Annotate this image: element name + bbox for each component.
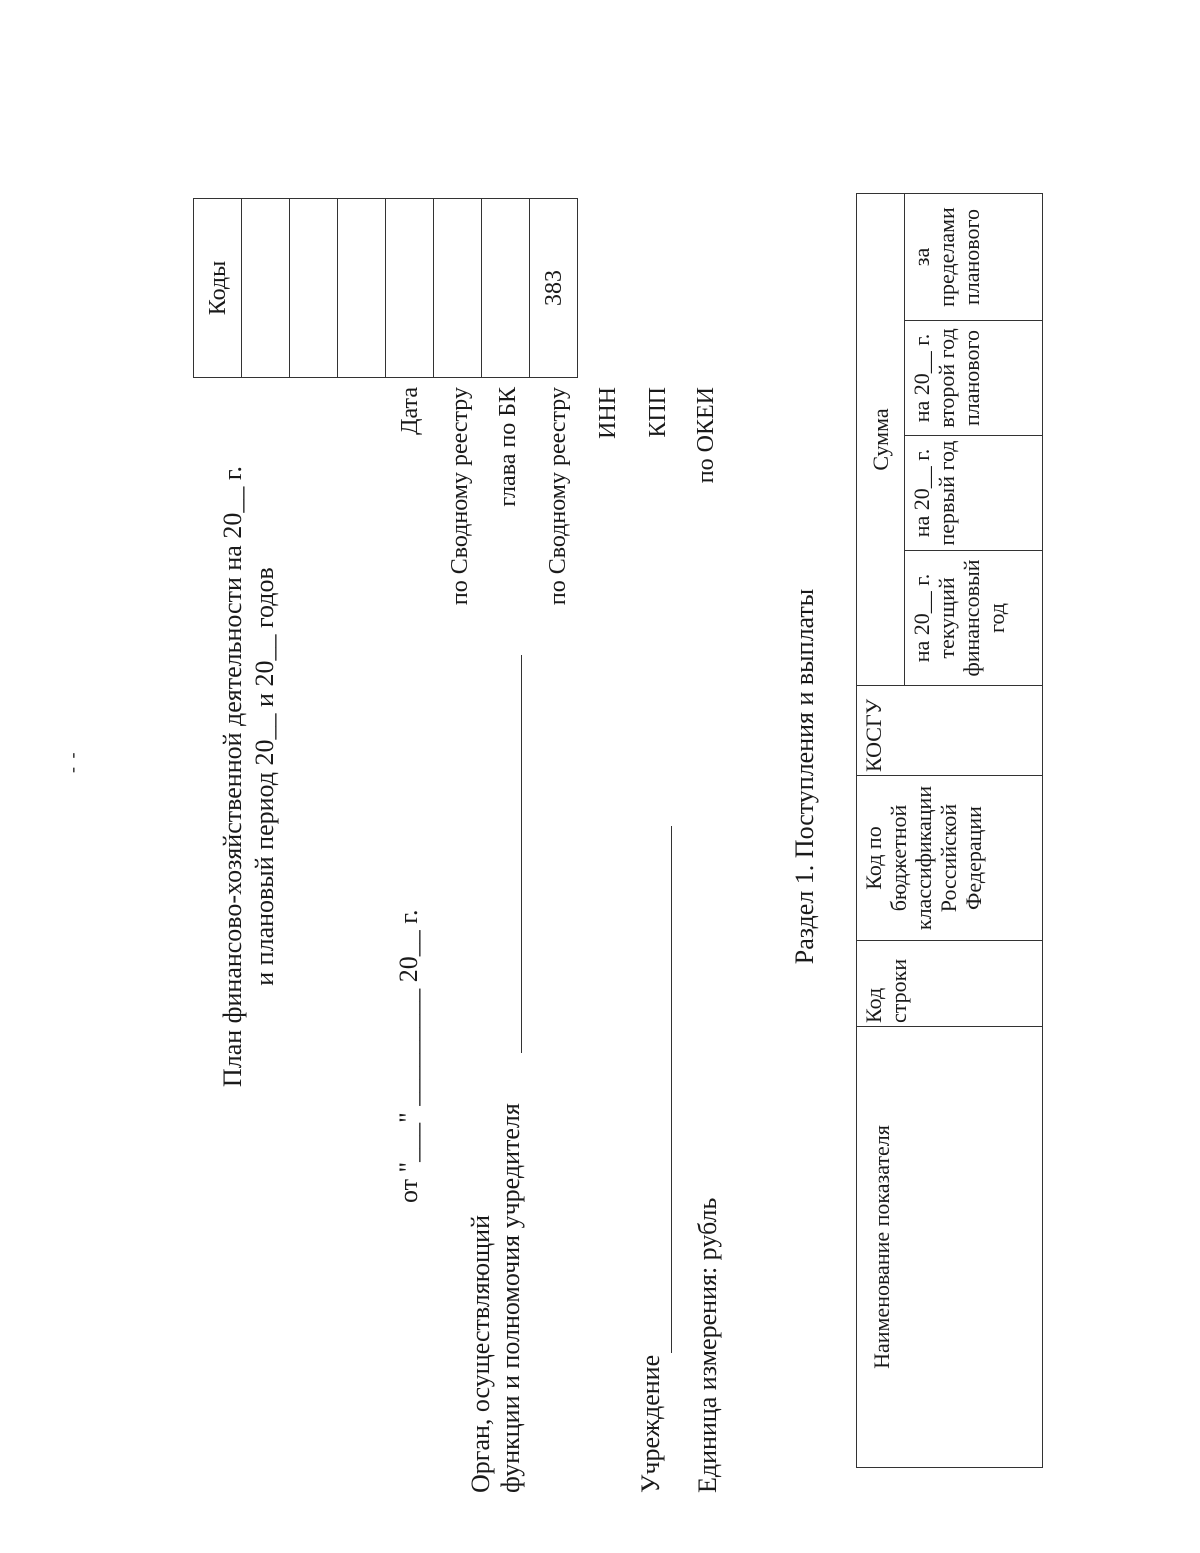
code-value-inn — [434, 199, 482, 378]
unit-label: Единица измерения: рубль — [693, 1197, 722, 1493]
code-label-kpp: КПП — [645, 387, 671, 438]
date-line: от "___" _________ 20__ г. — [394, 909, 423, 1203]
code-value-registry-2 — [386, 199, 434, 378]
founder-label-line2: функции и полномочия учредителя — [496, 1103, 525, 1493]
col-header-sum: Сумма — [857, 194, 905, 686]
col-header-budget-code: Код по бюджетной классификации Российской Федерации — [857, 776, 1043, 941]
col-header-beyond: за пределами планового — [905, 194, 1043, 321]
code-value-registry — [290, 199, 338, 378]
founder-label-line1: Орган, осуществляющий — [466, 1215, 495, 1493]
page-mark: - - — [62, 750, 82, 773]
code-value-kpp — [482, 199, 530, 378]
code-value-date — [242, 199, 290, 378]
code-label-okei: по ОКЕИ — [693, 387, 719, 484]
form-title: План финансово-хозяйственной деятельности на 20__ г. — [218, 465, 247, 1088]
code-label-inn: ИНН — [595, 387, 621, 439]
col-header-name: Наименование показателя — [857, 1027, 1043, 1468]
codes-table — [193, 198, 578, 378]
codes-header: Коды — [194, 199, 242, 378]
col-header-current-year: на 20__ г. текущий финансовый год — [905, 551, 1043, 686]
code-value-bk-chapter — [338, 199, 386, 378]
institution-label: Учреждение — [636, 1354, 665, 1493]
col-header-kosgu: КОСГУ — [857, 686, 1043, 776]
code-label-bk-chapter: глава по БК — [495, 387, 521, 507]
code-label-registry-2: по Сводному реестру — [545, 387, 571, 606]
col-header-row-code: Код строки — [857, 941, 1043, 1027]
col-header-first-year: на 20__ г. первый год — [905, 436, 1043, 551]
form-title-period: и плановый период 20__ и 20__ годов — [250, 567, 279, 986]
code-label-date: Дата — [397, 387, 423, 435]
receipts-payments-table — [856, 193, 1043, 1468]
code-value-okei: 383 — [530, 199, 578, 378]
col-header-second-year: на 20__ г. второй год планового — [905, 321, 1043, 436]
institution-underline — [671, 826, 672, 1353]
code-label-registry: по Сводному реестру — [447, 387, 473, 606]
section-title: Раздел 1. Поступления и выплаты — [790, 588, 819, 965]
